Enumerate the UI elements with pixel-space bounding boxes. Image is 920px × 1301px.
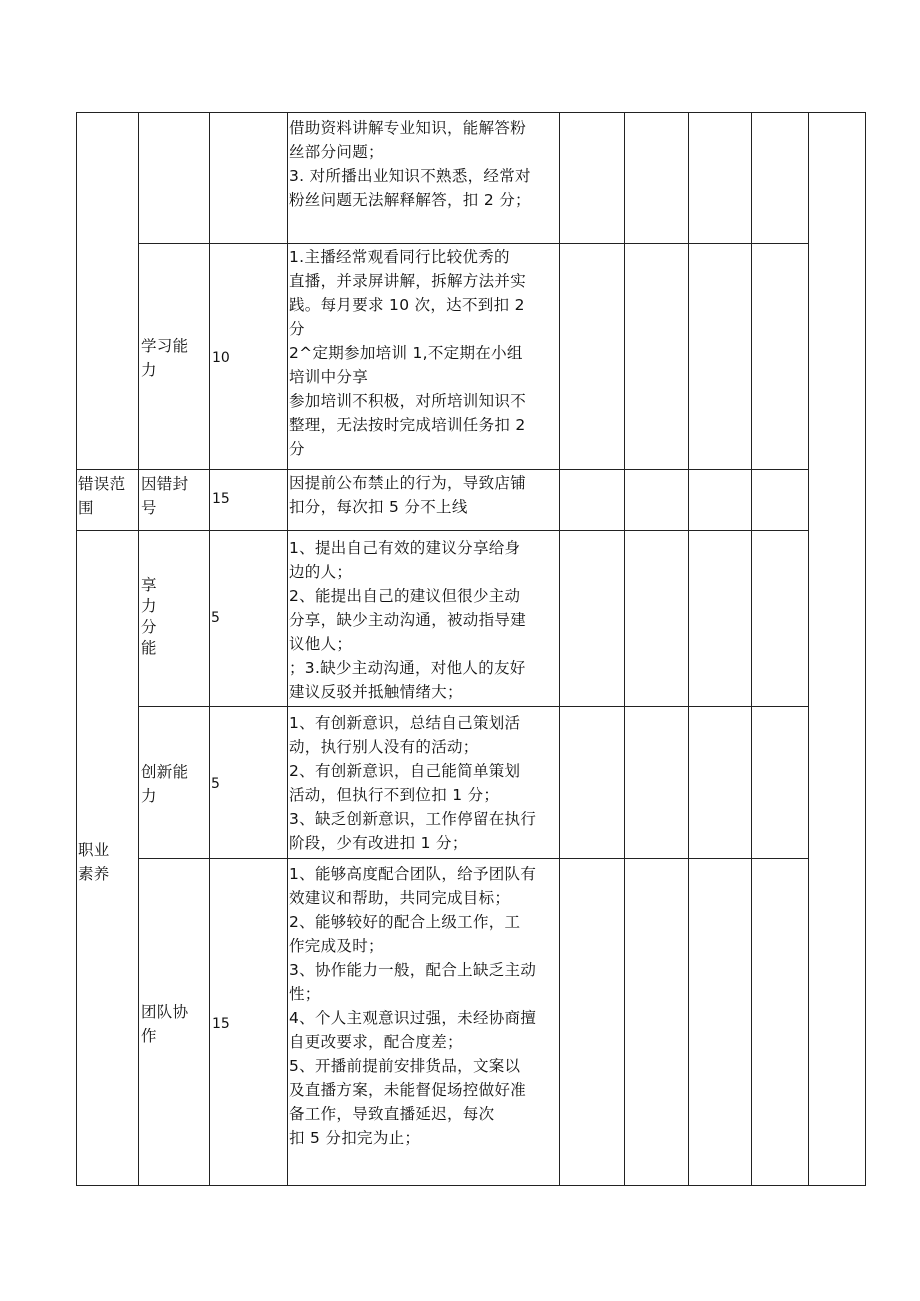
column-divider <box>138 112 139 1186</box>
column-divider <box>287 112 288 1186</box>
row5-score: 15 <box>212 1016 230 1032</box>
row2-item: 因错封 号 <box>141 475 189 517</box>
column-divider <box>808 112 809 1186</box>
row2-description: 因提前公布禁止的行为，导致店铺 扣分，每次扣 5 分不上线 <box>289 474 527 516</box>
column-divider <box>624 112 625 1186</box>
row1-description: 1.主播经常观看同行比较优秀的 直播，并录屏讲解，拆解方法并实 践。每月要求 10 次，达不到扣 2 分 2^定期参加培训 1,不定期在小组 培训中分享 参加培训不积极，对所培训知识不 整理，无法按时完成培训任务扣 2 分 <box>289 248 527 458</box>
column-divider <box>688 112 689 1186</box>
row-divider <box>76 469 808 470</box>
column-divider <box>209 112 210 1186</box>
row-divider <box>138 858 808 859</box>
row4-description: 1、有创新意识，总结自己策划活 动，执行别人没有的活动； 2、有创新意识，自己能简单策划 活动，但执行不到位扣 1 分； 3、缺乏创新意识，工作停留在执行 阶段，少有改进扣 1 分； <box>289 714 537 852</box>
row1-score: 10 <box>212 350 230 366</box>
row0-description: 借助资料讲解专业知识，能解答粉 丝部分问题； 3. 对所播出业知识不熟悉，经常对 粉丝问题无法解释解答，扣 2 分； <box>289 119 531 209</box>
row2-score: 15 <box>212 491 230 507</box>
row5-description: 1、能够高度配合团队，给予团队有 效建议和帮助，共同完成目标； 2、能够较好的配合上级工作，工 作完成及时； 3、协作能力一般，配合上缺乏主动 性； 4、个人主观意识过强，未经协商擅 自更改要求，配合度差； 5、开播前提前安排货品，文案以 及直播方案，未能督促场控做好准 备工作，导致直播延迟，每次 扣 5 分扣完为止； <box>289 865 537 1147</box>
row-divider <box>138 243 808 244</box>
row3-description: 1、提出自己有效的建议分享给身 边的人； 2、能提出自己的建议但很少主动 分享，缺少主动沟通，被动指导建 议他人； ；3.缺少主动沟通，对他人的友好 建议反驳并抵触情绪大； <box>289 539 527 701</box>
row-divider <box>138 706 808 707</box>
row2-category: 错误范 围 <box>78 475 126 517</box>
row-divider <box>76 530 808 531</box>
row1-item: 学习能 力 <box>141 337 189 379</box>
row3-score: 5 <box>211 610 220 626</box>
column-divider <box>751 112 752 1186</box>
row3-item: 享 力 分 能 <box>141 576 157 657</box>
row4-score: 5 <box>211 776 220 792</box>
row5-item: 团队协 作 <box>141 1003 189 1045</box>
row5-category: 职业 素养 <box>78 841 110 883</box>
row4-item: 创新能 力 <box>141 763 189 805</box>
